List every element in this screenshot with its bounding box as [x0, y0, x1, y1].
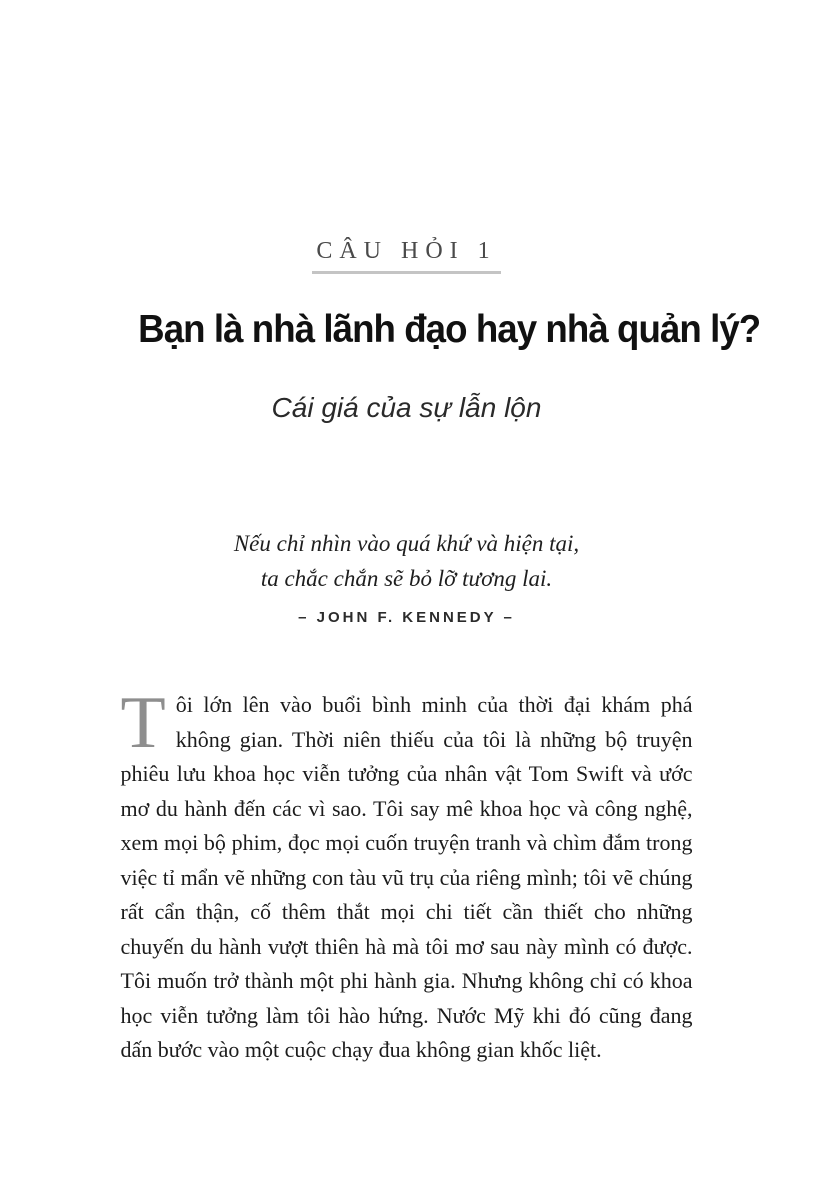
paragraph-text: ôi lớn lên vào buổi bình minh của thời đại khám phá không gian. Thời niên thiếu của tôi là những bộ truyện phiêu lưu khoa học viễn tưởng của nhân vật Tom Swift và ước mơ du hành đến các vì sao. Tôi say mê khoa học và công nghệ, xem mọi bộ phim, đọc mọi cuốn truyện tranh và chìm đắm trong việc tỉ mẩn vẽ những con tàu vũ trụ của riêng mình; tôi vẽ chúng rất cẩn thận, cố thêm thắt mọi chi tiết cần thiết cho những chuyến du hành vượt thiên hà mà tôi mơ sau này mình có được. Tôi muốn trở thành một phi hành gia. Nhưng không chỉ có khoa học viễn tưởng làm tôi hào hứng. Nước Mỹ khi đó cũng đang dấn bước vào một cuộc chạy đua không gian khốc liệt. [120, 692, 693, 1062]
quote-attribution: – JOHN F. KENNEDY – [298, 609, 515, 626]
quote-line-1: Nếu chỉ nhìn vào quá khứ và hiện tại, [233, 531, 580, 556]
chapter-label: CÂU HỎI 1 [312, 238, 500, 274]
quote-line-2: ta chắc chắn sẽ bỏ lỡ tương lai. [260, 566, 553, 591]
chapter-title: Bạn là nhà lãnh đạo hay nhà quản lý? [137, 308, 760, 351]
body-paragraph [120, 682, 693, 1068]
chapter-subtitle: Cái giá của sự lẫn lộn [271, 392, 542, 423]
chapter-label-wrap [121, 238, 693, 274]
epigraph-quote [121, 526, 693, 596]
drop-cap: T [120, 682, 166, 764]
page-content [120, 0, 760, 1068]
